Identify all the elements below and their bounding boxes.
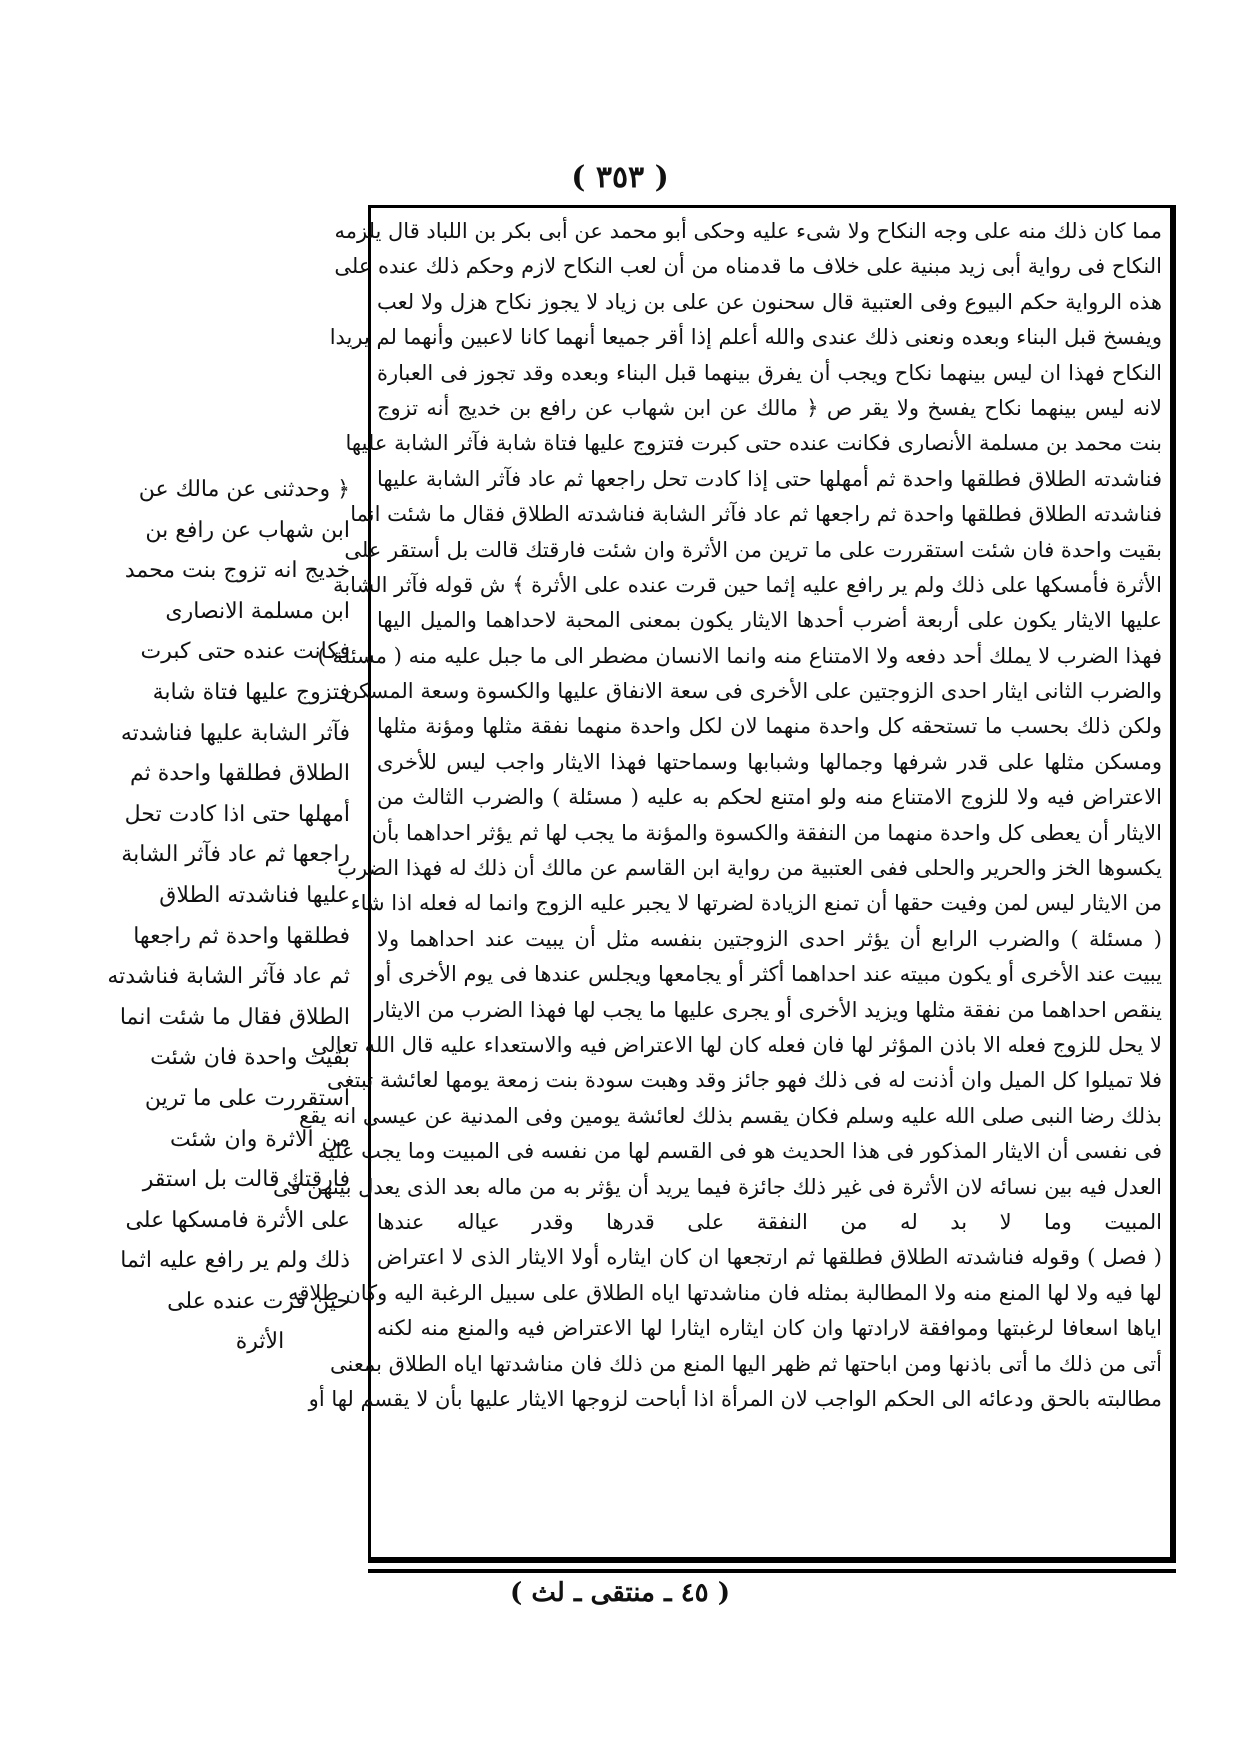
main-text-line: هذه الرواية حكم البيوع وفى العتبية قال سحنون عن على بن زياد لا يجوز نكاح هزل ولا لعب: [377, 289, 1162, 314]
main-text-line: عليها الايثار يكون على أربعة أضرب أحدها الايثار يكون بمعنى المحبة لاحداهما والميل اليها: [377, 608, 1162, 633]
main-text-line: المبيت وما لا بد له من النفقة على قدرها وقدر عياله عندها: [377, 1209, 1162, 1234]
margin-text-line: من الاثرة وان شئت: [170, 1126, 350, 1152]
main-text-line: من الايثار ليس لمن وفيت حقها أن تمنع الزيادة لضرتها لا يجبر عليه الزوج وانما له فعله اذا شاء: [350, 891, 1162, 916]
main-text-frame: [273, 205, 1176, 1563]
margin-text-line: عليها فناشدته الطلاق: [159, 882, 350, 908]
main-text-line: مطالبته بالحق ودعائه الى الحكم الواجب لان المرأة اذا أباحت لزوجها الايثار عليها بأن لا يقسم لها أو: [308, 1386, 1162, 1411]
main-text-line: اياها اسعافا لرغبتها وموافقة لارادتها وان كان ايثاره ايثارا لها الاعتراض فيه والمنع منه لكنه: [377, 1316, 1162, 1341]
main-text-line: النكاح فهذا ان ليس بينهما نكاح ويجب أن يفرق بينهما قبل البناء وبعده وقد تجوز فى العبارة: [377, 360, 1162, 385]
margin-text-line: الأثرة: [235, 1329, 285, 1355]
margin-text-line: الطلاق فقال ما شئت انما: [119, 1004, 350, 1030]
main-text-line: الاعتراض فيه ولا للزوج الامتناع منه ولو امتنع لحكم به عليه ( مسئلة ) والضرب الثالث من: [377, 785, 1162, 810]
margin-text-line: فتزوج عليها فتاة شابة: [152, 679, 350, 705]
main-text-line: فهذا الضرب لا يملك أحد دفعه ولا الامتناع منه وانما الانسان مضطر الى ما جبل عليه منه ( مسئلة ): [317, 643, 1162, 668]
margin-text-line: فآثر الشابة عليها فناشدته: [120, 720, 350, 746]
main-text-line: ولكن ذلك بحسب ما تستحقه كل واحدة منهما لان لكل واحدة منهما نفقة مثلها ومؤنة مثلها: [377, 714, 1162, 739]
margin-text-line: على الأثرة فامسكها على: [125, 1207, 350, 1233]
margin-text-line: فكانت عنده حتى كبرت: [140, 639, 350, 665]
margin-text-line: ابن مسلمة الانصارى: [165, 598, 350, 624]
main-text-body: [273, 214, 1162, 1549]
margin-text-line: ذلك ولم ير رافع عليه اثما: [120, 1248, 350, 1274]
margin-text-line: أمهلها حتى اذا كادت تحل: [124, 801, 350, 827]
main-text-line: فناشدته الطلاق فطلقها واحدة ثم راجعها ثم عاد فآثر الشابة فناشدته الطلاق فقال ما شئت انما: [350, 502, 1162, 527]
margin-text-line: راجعها ثم عاد فآثر الشابة: [121, 842, 350, 868]
margin-text-line: الطلاق فطلقها واحدة ثم: [129, 761, 350, 787]
main-text-line: ( مسئلة ) والضرب الرابع أن يؤثر احدى الزوجتين بنفسه مثل أن يبيت عند احداهما ولا: [377, 926, 1162, 951]
main-text-line: لا يحل للزوج فعله الا باذن المؤثر لها فان فعله كان لها الاعتراض فيه والاستعداء عليه قال الله تعالى: [311, 1032, 1162, 1057]
main-text-line: يكسوها الخز والحرير والحلى ففى العتبية من رواية ابن القاسم عن مالك أن ذلك له فهذا الضرب: [337, 856, 1162, 881]
main-text-line: ( فصل ) وقوله فناشدته الطلاق فطلقها ثم ارتجعها ان كان ايثاره أولا الايثار الذى لا اعتراض: [377, 1245, 1162, 1270]
margin-text-line: فطلقها واحدة ثم راجعها: [133, 923, 350, 949]
main-text-line: ينقص احداهما من نفقة مثلها ويزيد الأخرى أو يجرى عليها ما يجب لها فهذا الضرب من الايثار: [374, 997, 1162, 1022]
margin-text-line: فارقتك قالت بل استقر: [142, 1167, 350, 1193]
main-text-line: فناشدته الطلاق فطلقها واحدة ثم أمهلها حتى إذا كادت تحل راجعها ثم عاد فآثر الشابة عليها: [377, 466, 1162, 491]
margin-commentary: [107, 470, 350, 1363]
margin-text-line: خديج انه تزوج بنت محمد: [124, 558, 350, 584]
margin-text-line: استقررت على ما ترين: [144, 1085, 350, 1111]
main-text-line: ومسكن مثلها على قدر شرفها وجمالها وشبابها وسماحتها فهذا الايثار واجب ليس للأخرى: [377, 749, 1162, 774]
main-text-line: فلا تميلوا كل الميل وان أذنت له فى ذلك فهو جائز وقد وهبت سودة بنت زمعة يومها لعائشة تبتغى: [327, 1068, 1162, 1093]
margin-text-line: بقيت واحدة فان شئت: [150, 1045, 350, 1071]
margin-text-line: ابن شهاب عن رافع بن: [145, 517, 350, 543]
main-text-line: الايثار أن يعطى كل واحدة منهما من النفقة والكسوة والمؤنة ما يجب لها ثم يؤثر احداهما بأن: [371, 820, 1162, 845]
main-text-line: مما كان ذلك منه على وجه النكاح ولا شىء عليه وحكى أبو محمد عن أبى بكر بن اللباد قال يلزمه: [334, 219, 1162, 243]
main-text-line: فى نفسى أن الايثار المذكور فى هذا الحديث هو فى القسم لها من نفسه فى المبيت وما يجب عليه: [317, 1139, 1162, 1164]
main-text-line: لها فيه ولا لها المنع منه ولا المطالبة بمثله فان مناشدتها اياه الطلاق على سبيل الرغبة اليه وكان طلاقه: [288, 1280, 1162, 1305]
main-text-line: الأثرة فأمسكها على ذلك ولم ير رافع عليه إثما حين قرت عنده على الأثرة ﴾ ش قوله فآثر الشابة: [332, 572, 1162, 597]
margin-text-line: حين قرت عنده على: [167, 1288, 350, 1314]
margin-text-line: ثم عاد فآثر الشابة فناشدته: [107, 964, 350, 990]
page-number: ( ٣٥٣ ): [571, 160, 669, 195]
margin-text-line: ﴿ وحدثنى عن مالك عن: [138, 477, 350, 502]
main-text-line: أتى من ذلك ما أتى باذنها ومن اباحتها ثم ظهر اليها المنع من ذلك فان مناشدتها اياه الطلاق بمعنى: [330, 1351, 1162, 1376]
main-text-line: بذلك رضا النبى صلى الله عليه وسلم فكان يقسم بذلك لعائشة يومين وفى المدنية عن عيسى انه يقع: [298, 1103, 1162, 1128]
footer-rule: [368, 1569, 1176, 1573]
main-text-line: بنت محمد بن مسلمة الأنصارى فكانت عنده حتى كبرت فتزوج عليها فتاة شابة فآثر الشابة عليها: [345, 431, 1162, 456]
main-text-line: النكاح فى رواية أبى زيد مبنية على خلاف ما قدمناه من أن لعب النكاح لازم وحكم ذلك عنده على: [334, 254, 1162, 279]
main-text-line: يبيت عند الأخرى أو يكون مبيته عند احداهما أكثر أو يجامعها ويجلس عندها فى يوم الأخرى أو: [375, 962, 1162, 987]
main-text-line: بقيت واحدة فان شئت استقررت على ما ترين من الأثرة وان شئت فارقتك قالت بل أستقر على: [344, 537, 1162, 562]
main-text-line: ويفسخ قبل البناء وبعده ونعنى ذلك عندى والله أعلم إذا أقر جميعا أنهما كانا لاعبين وأنهما لم يريدا: [329, 325, 1162, 350]
main-text-line: لانه ليس بينهما نكاح يفسخ ولا يقر ص ﴿ مالك عن ابن شهاب عن رافع بن خديج أنه تزوج: [377, 395, 1162, 420]
page-signature: ( ٤٥ ـ منتقى ـ لث ): [510, 1578, 730, 1608]
main-text-line: العدل فيه بين نسائه لان الأثرة فى غير ذلك جائزة فيما يريد أن يؤثر به من ماله بعد الذى يعدل بينهن فى: [273, 1174, 1162, 1199]
main-text-line: والضرب الثانى ايثار احدى الزوجتين على الأخرى فى سعة الانفاق عليها والكسوة وسعة المسكن: [342, 679, 1162, 704]
